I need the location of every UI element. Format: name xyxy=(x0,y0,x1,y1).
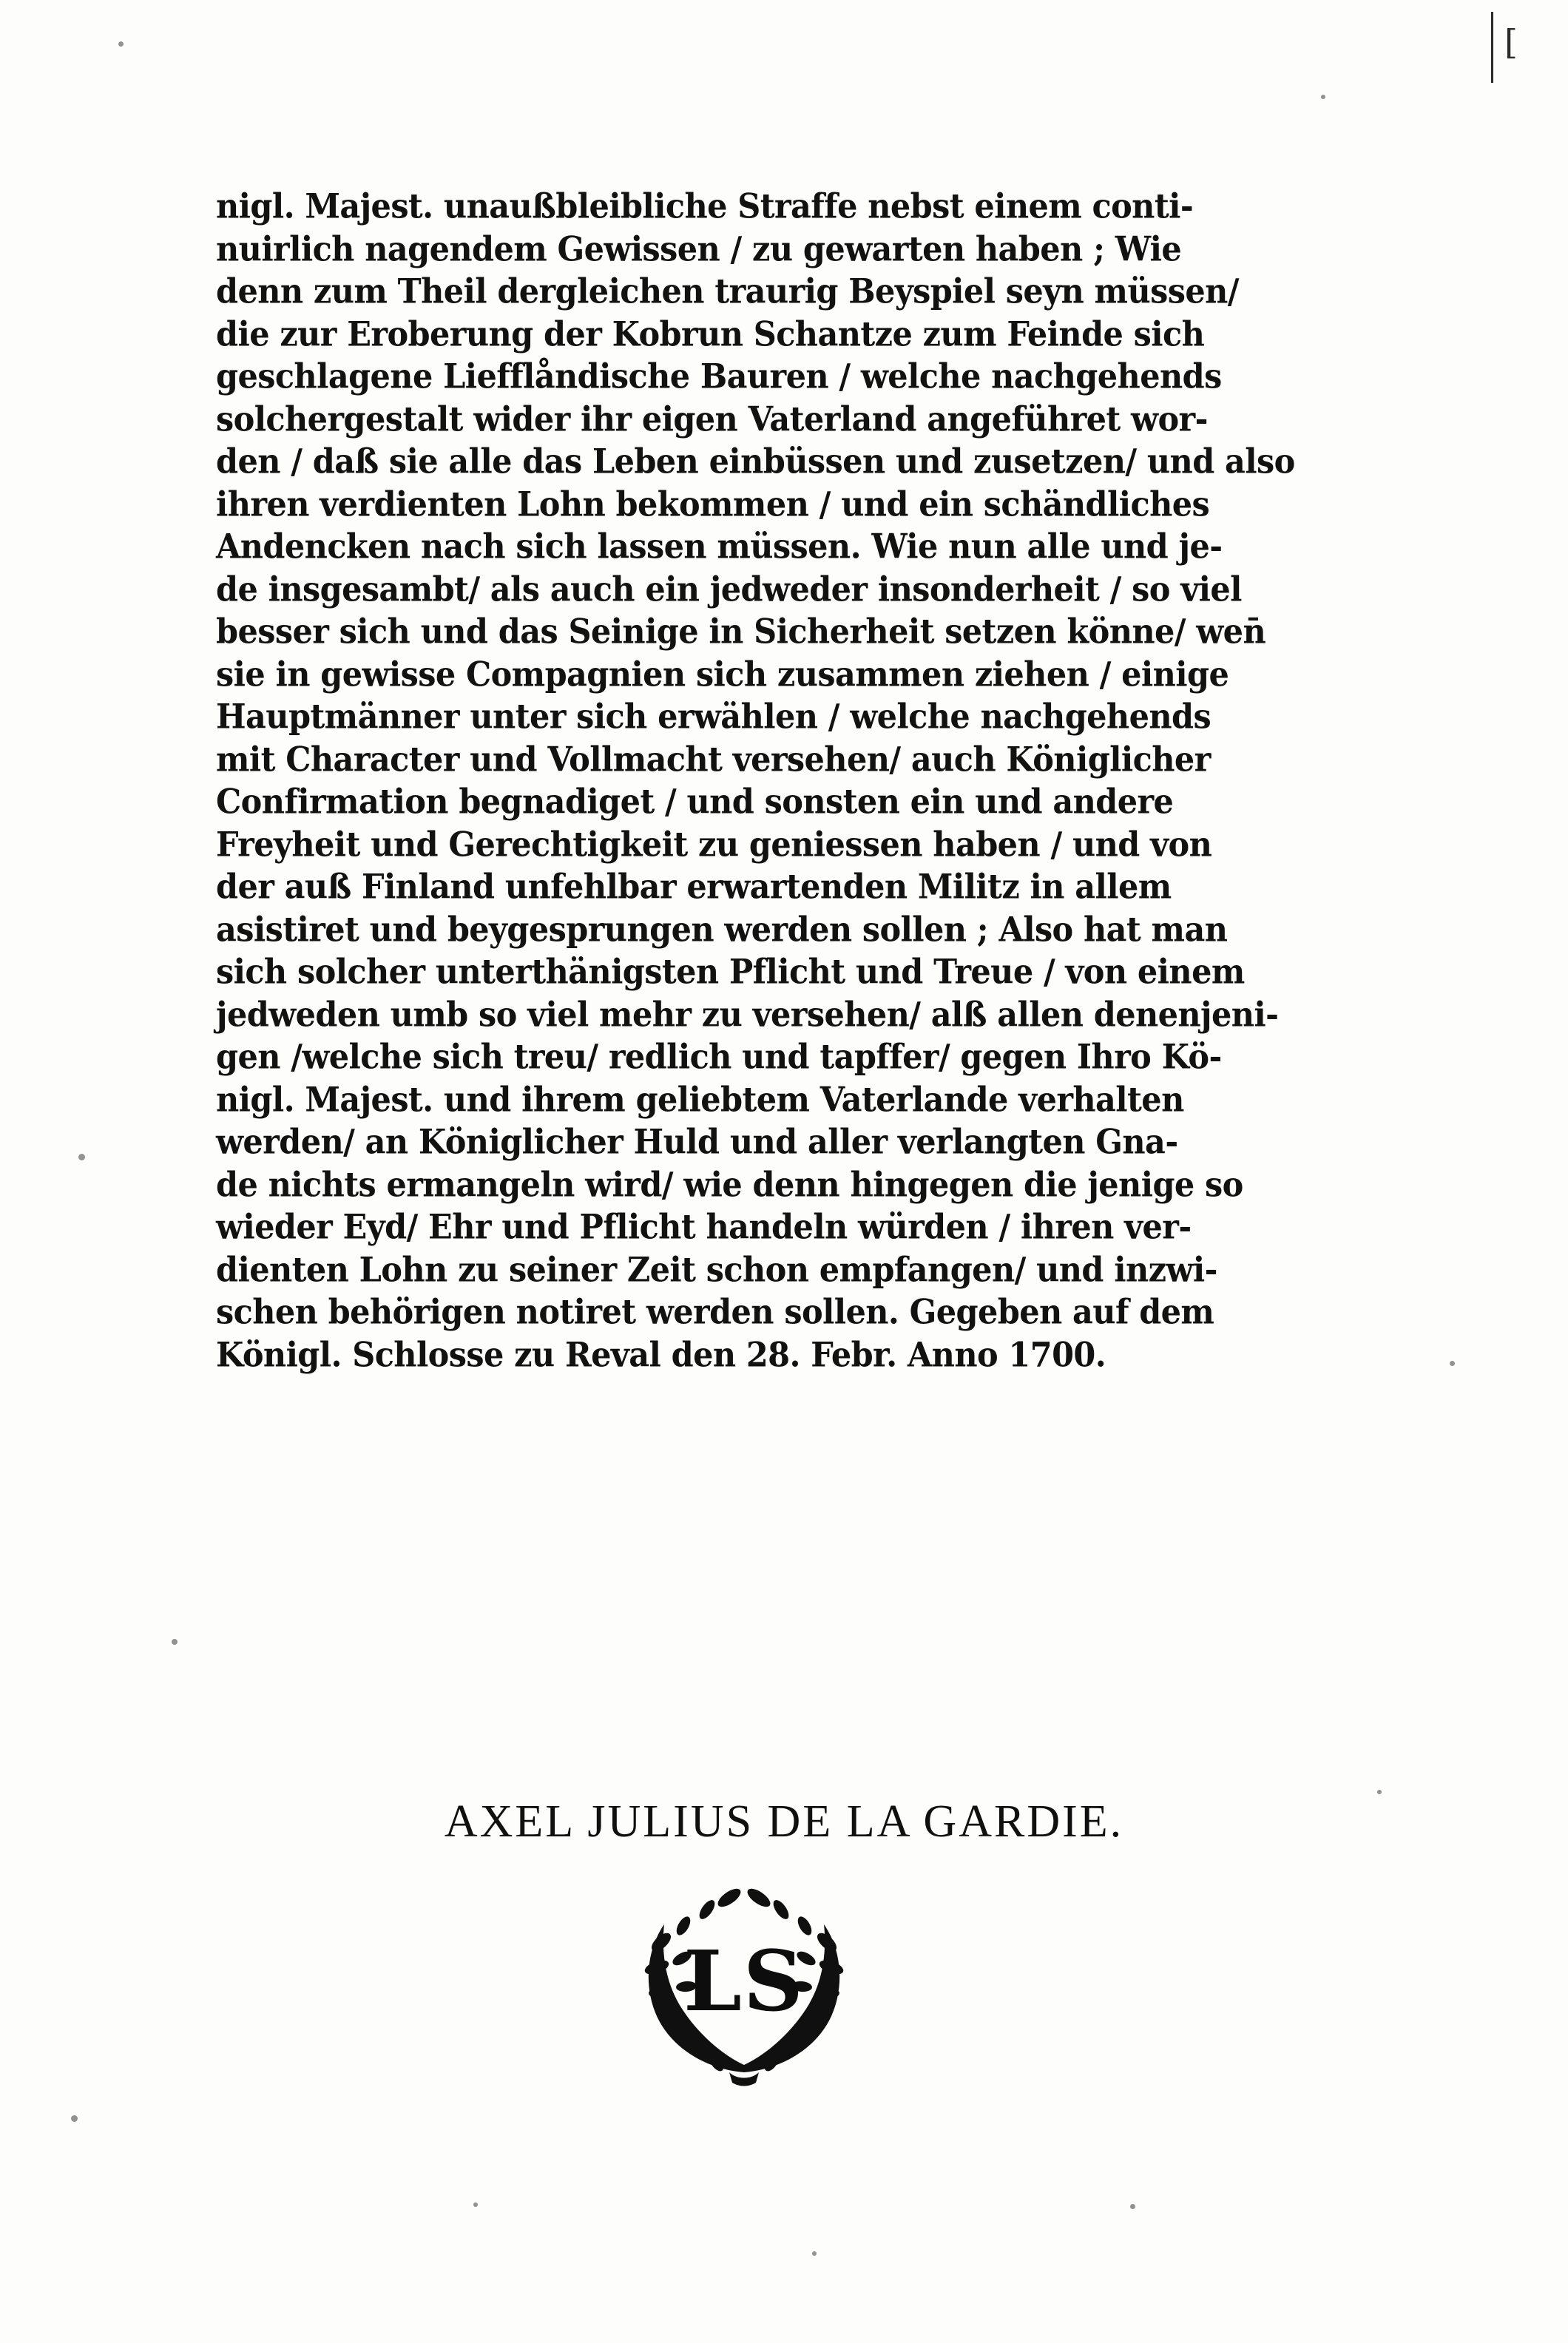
text-line: solchergestalt wider ihr eigen Vaterland angeführet wor- xyxy=(216,399,1208,439)
text-line: nigl. Majest. unaußbleibliche Straffe nebst einem conti- xyxy=(216,187,1194,227)
text-line: denn zum Theil dergleichen traurig Beyspiel seyn müssen/ xyxy=(216,272,1239,312)
text-line: sie in gewisse Compagnien sich zusammen ziehen / einige xyxy=(216,655,1229,694)
scan-speck xyxy=(118,41,124,47)
text-line: wieder Eyd/ Ehr und Pflicht handeln würden / ihren ver- xyxy=(216,1208,1192,1248)
svg-text:LS: LS xyxy=(683,1933,805,2030)
text-line: besser sich und das Seinige in Sicherheit setzen könne/ wen̄ xyxy=(216,612,1266,652)
text-line: die zur Eroberung der Kobrun Schantze zum Feinde sich xyxy=(216,314,1205,354)
text-line: Confirmation begnadiget / und sonsten ein und andere xyxy=(216,782,1174,822)
text-line: nigl. Majest. und ihrem geliebtem Vaterlande verhalten xyxy=(216,1080,1184,1120)
text-line: den / daß sie alle das Leben einbüssen und zusetzen/ und also xyxy=(216,442,1295,482)
scan-speck xyxy=(172,1639,178,1645)
text-line: gen /welche sich treu/ redlich und tapffer/ gegen Ihro Kö- xyxy=(216,1038,1222,1078)
text-line: Hauptmänner unter sich erwählen / welche nachgehends xyxy=(216,697,1212,737)
text-line: Königl. Schlosse zu Reval den 28. Febr. Anno 1700. xyxy=(216,1335,1106,1375)
text-line: asistiret und beygesprungen werden sollen ; Also hat man xyxy=(216,910,1228,950)
text-line: der auß Finland unfehlbar erwartenden Militz in allem xyxy=(216,868,1172,907)
text-line: dienten Lohn zu seiner Zeit schon empfangen/ und inzwi- xyxy=(216,1250,1217,1290)
scan-speck xyxy=(1450,1361,1455,1366)
text-line: Freyheit und Gerechtigkeit zu geniessen haben / und von xyxy=(216,825,1212,865)
text-line: werden/ an Königlicher Huld und aller verlangten Gna- xyxy=(216,1123,1178,1163)
scan-speck xyxy=(1130,2204,1135,2209)
scan-speck xyxy=(812,2251,817,2256)
scan-corner-mark xyxy=(1487,7,1532,89)
corner-mark-bar xyxy=(1491,12,1493,83)
document-body xyxy=(216,185,1348,1376)
text-line: de nichts ermangeln wird/ wie denn hingegen die jenige so xyxy=(216,1165,1243,1205)
text-line: Andencken nach sich lassen müssen. Wie nun alle und je- xyxy=(216,527,1223,567)
text-line: geschlagene Liefflåndische Bauren / welche nachgehends xyxy=(216,357,1222,397)
scan-speck xyxy=(71,2115,78,2122)
scan-speck xyxy=(473,2202,478,2207)
scan-speck xyxy=(1377,1790,1382,1794)
text-line: ihren verdienten Lohn bekommen / und ein schändliches xyxy=(216,484,1210,524)
text-line: jedweden umb so viel mehr zu versehen/ alß allen denenjeni- xyxy=(216,995,1279,1035)
scan-speck xyxy=(1321,95,1325,99)
corner-mark-glyph: [ xyxy=(1504,22,1518,62)
text-line: sich solcher unterthänigsten Pflicht und Treue / von einem xyxy=(216,953,1245,993)
signature-line: AXEL JULIUS DE LA GARDIE. xyxy=(444,1796,1124,1847)
text-line: schen behörigen notiret werden sollen. Gegeben auf dem xyxy=(216,1293,1214,1333)
seal-emblem xyxy=(618,1871,870,2093)
scan-speck xyxy=(78,1154,85,1160)
text-line: mit Character und Vollmacht versehen/ auch Königlicher xyxy=(216,740,1211,780)
text-line: nuirlich nagendem Gewissen / zu gewarten haben ; Wie xyxy=(216,229,1182,269)
text-line: de insgesambt/ als auch ein jedweder insonderheit / so viel xyxy=(216,569,1242,609)
